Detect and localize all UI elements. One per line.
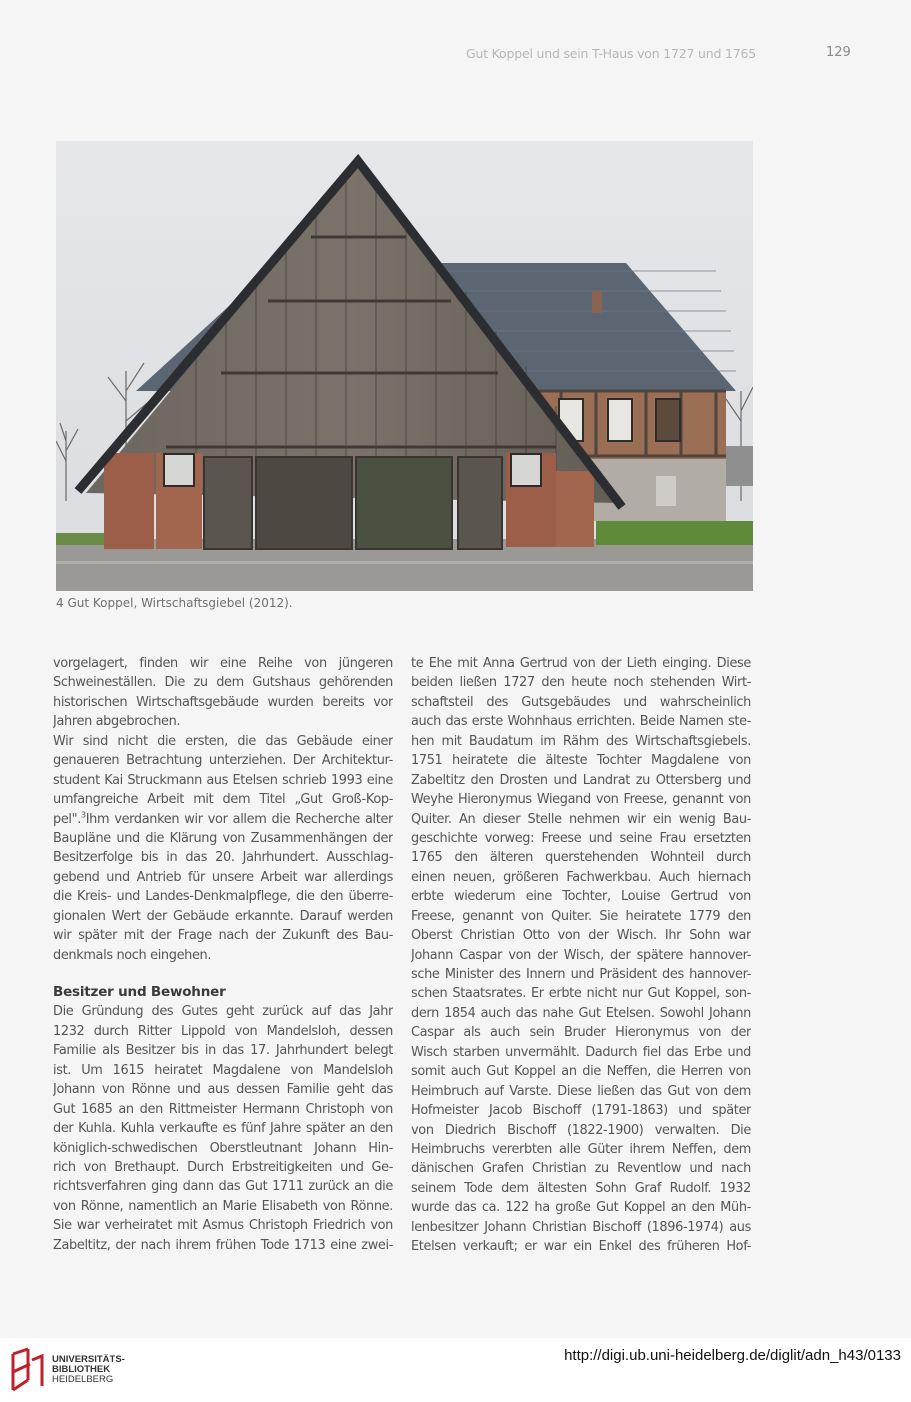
figure-caption: 4 Gut Koppel, Wirtschaftsgiebel (2012). [56,596,293,610]
text-line: rich von Brethaupt. Durch Erbstreitigkeiten und Ge- [53,1159,393,1175]
text-line: Gut 1685 an den Rittmeister Hermann Christoph von [53,1101,393,1117]
text-line: Sie war verheiratet mit Asmus Christoph Friedrich von [53,1218,393,1234]
text-column-right [411,654,751,1257]
text-line: Zabeltitz den Drosten und Landrat zu Ottersberg und [411,772,751,788]
text-line: 1751 heiratete die älteste Tochter Magdalene von [411,753,751,769]
text-line: Heimbruch auf Varste. Diese ließen das Gut von dem [411,1083,751,1099]
text-line: hen mit Baudatum im Rähm des Wirtschaftsgiebels. [411,733,751,749]
text-line: Heimbruchs vererbten alle Güter ihrem Neffen, dem [411,1141,751,1157]
text-line: student Kai Struckmann aus Etelsen schrieb 1993 eine [53,772,393,788]
text-line: Die Gründung des Gutes geht zurück auf das Jahr [53,1004,393,1020]
figure-photo-farm-gable [56,141,753,591]
text-line: die Kreis- und Landes-Denkmalpflege, die den überre- [53,889,393,905]
text-line: gionalen Wert der Gebäude erkannte. Darauf werden [53,908,393,924]
text-line: seinem Tode dem ältesten Sohn Graf Rudolf. 1932 [411,1180,751,1196]
text-line: Freese, genannt von Quiter. Sie heiratete 1779 den [411,908,751,924]
text-line: Quiter. An dieser Stelle nehmen wir ein wenig Bau- [411,811,751,827]
text-line: Caspar als auch sein Bruder Hieronymus von der [411,1025,751,1041]
text-line: von Diedrich Bischoff (1822-1900) verwalten. Die [411,1122,751,1138]
text-line: schaftsteil des Gutsgebäudes und wahrscheinlich [411,694,751,710]
text-line: vorgelagert, finden wir eine Reihe von jüngeren [53,656,393,671]
text-line: Johann von Rönne und aus dessen Familie geht das [53,1082,393,1098]
text-line: Besitzerfolge bis in das 20. Jahrhundert. Ausschlag- [53,850,393,866]
text-line: wir später mit der Frage nach der Zukunft des Bau- [53,928,393,944]
page-number: 129 [826,45,851,60]
text-line: ist. Um 1615 heiratet Magdalene von Mandelsloh [53,1062,393,1078]
text-line: historischen Wirtschaftsgebäude wurden bereits vor [53,694,393,710]
footnote-reference[interactable]: 3 [80,810,86,820]
text-line: wurde das ca. 122 ha große Gut Koppel an den Müh- [411,1200,751,1216]
text-line: schen Staatsrates. Er erbte nicht nur Gut Koppel, son- [411,986,751,1002]
text-fragment: Ihm verdanken wir vor allem die Recherche alter [85,811,393,827]
text-line: geschichte vorweg: Freese und seine Frau ersetzten [411,830,751,846]
text-line: Wisch starben unvermählt. Dadurch fiel das Erbe und [411,1044,751,1060]
text-line: sche Minister des Innern und Präsident des hannover- [411,967,751,982]
text-line: gebend und Antrieb für unsere Arbeit war allerdings [53,869,393,885]
text-line: Johann Caspar von der Wisch, der spätere hannover- [411,947,751,963]
text-line: 1765 den älteren querstehenden Wohnteil durch [411,850,751,866]
text-line: beiden ließen 1727 den heute noch stehenden Wirt- [411,675,751,691]
text-line: genaueren Betrachtung unterziehen. Der Architektur- [53,753,393,769]
text-line: lenbesitzer Johann Christian Bischoff (1896-1974) aus [411,1219,751,1235]
running-head: Gut Koppel und sein T-Haus von 1727 und 1765 [466,46,756,61]
text-line: Weyhe Hieronymus Wiegand von Freese, genannt von [411,792,751,808]
text-line: umfangreiche Arbeit mit dem Titel „Gut Groß-Kop- [53,792,393,808]
text-line: dern 1854 auch das nahe Gut Etelsen. Sowohl Johann [411,1005,751,1021]
library-name [52,1355,125,1385]
text-line: Etelsen verkauft; er war ein Enkel des früheren Hof- [411,1239,751,1255]
paragraph-gap [53,965,393,974]
section-heading: Besitzer und Bewohner [53,984,226,1000]
text-line: dänischen Grafen Christian zu Reventlow und nach [411,1161,751,1177]
text-line: auch das erste Wohnhaus errichten. Beide Namen ste- [411,714,751,730]
text-fragment: pel". [53,811,81,827]
text-line: Zabeltitz, der nach ihrem frühen Tode 1713 eine zwei- [53,1237,393,1253]
text-line: Schweineställen. Die zu dem Gutshaus gehörenden [53,675,393,691]
library-name-line: BIBLIOTHEK [52,1364,111,1375]
text-line: Familie als Besitzer bis in das 17. Jahrhundert belegt [53,1043,393,1059]
text-line: Hofmeister Jacob Bischoff (1791-1863) und später [411,1103,751,1119]
text-line: somit auch Gut Koppel an die Neffen, die Herren von [411,1064,751,1080]
text-line: 1232 durch Ritter Lippold von Mandelsloh, dessen [53,1023,393,1039]
text-line: Baupläne und die Klärung von Zusammenhängen der [53,830,393,846]
text-line: königlich-schwedischen Oberstleutnant Johann Hin- [53,1140,393,1156]
text-line: denkmals noch eingehen. [53,947,212,963]
text-line: Wir sind nicht die ersten, die das Gebäude einer [53,733,393,749]
text-line: richtsverfahren ging dann das Gut 1711 zurück an die [53,1179,393,1195]
text-line: Oberst Christian Otto von der Wisch. Ihr Sohn war [411,928,751,944]
text-line-with-footnote [53,810,393,829]
text-line: der Kuhla. Kuhla verkaufte es fünf Jahre später an den [53,1121,393,1137]
text-line: erbte wiederum eine Tochter, Louise Gertrud von [411,889,751,905]
text-line: te Ehe mit Anna Gertrud von der Lieth einging. Diese [411,656,751,671]
text-line: einen neuen, größeren Fachwerkbau. Auch hiernach [411,869,751,885]
library-name-line: HEIDELBERG [52,1374,114,1385]
library-name-line: UNIVERSITÄTS- [52,1354,125,1365]
university-library-logo-icon[interactable] [10,1346,46,1392]
text-line: Jahren abgebrochen. [53,714,181,730]
text-line: von Rönne, namentlich an Marie Elisabeth von Rönne. [53,1198,393,1214]
permalink-url[interactable]: http://digi.ub.uni-heidelberg.de/diglit/adn_h43/0133 [564,1347,901,1364]
text-column-left [53,654,393,1255]
